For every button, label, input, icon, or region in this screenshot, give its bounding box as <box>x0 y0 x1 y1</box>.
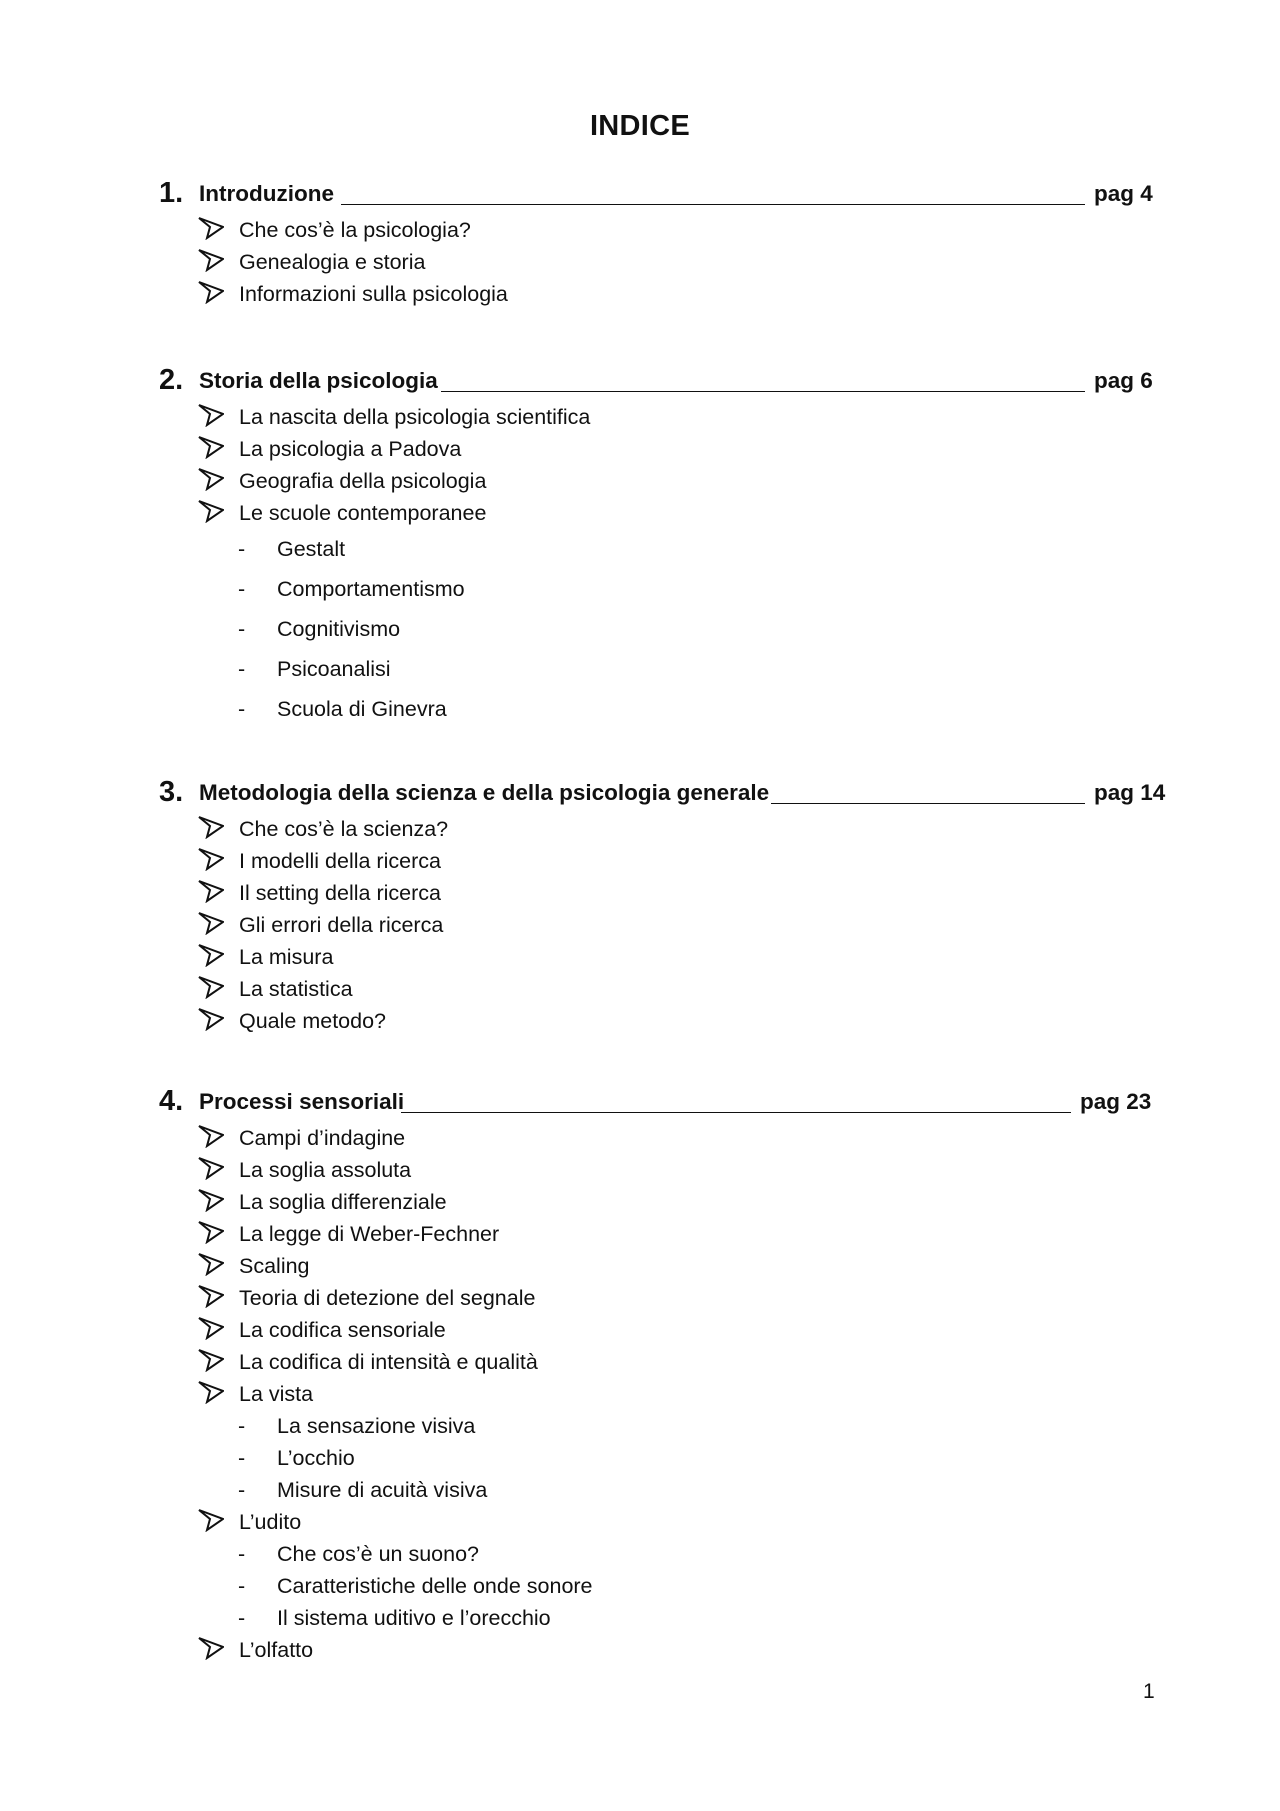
arrow-bullet-icon <box>198 847 224 871</box>
sub-item-label: Il sistema uditivo e l’orecchio <box>277 1606 551 1630</box>
dot-leader <box>401 1092 1071 1113</box>
list-item <box>0 401 1280 433</box>
arrow-bullet-icon <box>198 943 224 967</box>
arrow-bullet-icon <box>198 1188 224 1212</box>
sub-item <box>0 569 1280 609</box>
toc-section <box>0 1082 1280 1666</box>
arrow-bullet-icon <box>198 435 224 459</box>
sub-item <box>0 609 1280 649</box>
list-item <box>0 1218 1280 1250</box>
dash-bullet: - <box>238 657 246 681</box>
arrow-bullet-icon <box>198 467 224 491</box>
page-number: 1 <box>1143 1680 1155 1703</box>
sub-item <box>0 1474 1280 1506</box>
item-label: Le scuole contemporanee <box>239 501 487 525</box>
arrow-bullet-icon <box>198 975 224 999</box>
arrow-bullet-icon <box>198 815 224 839</box>
toc-heading <box>0 773 1280 813</box>
list-item <box>0 1005 1280 1037</box>
section-number: 4. <box>159 1085 184 1117</box>
sub-item-label: Psicoanalisi <box>277 657 391 681</box>
list-item <box>0 845 1280 877</box>
item-label: Scaling <box>239 1254 310 1278</box>
dash-bullet: - <box>238 1542 246 1566</box>
sub-item <box>0 1570 1280 1602</box>
sub-item-label: Misure di acuità visiva <box>277 1478 488 1502</box>
list-item <box>0 1250 1280 1282</box>
list-item <box>0 1282 1280 1314</box>
section-title: Metodologia della scienza e della psicologia generale <box>199 780 770 805</box>
item-label: Genealogia e storia <box>239 250 426 274</box>
arrow-bullet-icon <box>198 1156 224 1180</box>
sub-item <box>0 529 1280 569</box>
item-label: La psicologia a Padova <box>239 437 462 461</box>
item-label: L’olfatto <box>239 1638 314 1662</box>
item-label: La misura <box>239 945 334 969</box>
list-item <box>0 1506 1280 1538</box>
arrow-bullet-icon <box>198 911 224 935</box>
dash-bullet: - <box>238 1414 246 1438</box>
dot-leader <box>441 371 1085 392</box>
toc-section <box>0 361 1280 729</box>
arrow-bullet-icon <box>198 1252 224 1276</box>
dash-bullet: - <box>238 1574 246 1598</box>
section-title: Introduzione <box>199 181 334 206</box>
section-number: 1. <box>159 177 184 209</box>
arrow-bullet-icon <box>198 879 224 903</box>
arrow-bullet-icon <box>198 280 224 304</box>
arrow-bullet-icon <box>198 1380 224 1404</box>
toc-item-list <box>0 1122 1280 1666</box>
sub-item <box>0 1538 1280 1570</box>
sub-item-label: Comportamentismo <box>277 577 465 601</box>
list-item <box>0 214 1280 246</box>
dash-bullet: - <box>238 1478 246 1502</box>
arrow-bullet-icon <box>198 403 224 427</box>
page-title: INDICE <box>589 110 691 142</box>
item-label: Campi d’indagine <box>239 1126 406 1150</box>
item-label: Teoria di detezione del segnale <box>239 1286 536 1310</box>
list-item <box>0 813 1280 845</box>
page-reference: pag 6 <box>1094 368 1153 393</box>
sub-item-label: Che cos’è un suono? <box>277 1542 480 1566</box>
item-label: La soglia assoluta <box>239 1158 412 1182</box>
item-label: Gli errori della ricerca <box>239 913 444 937</box>
sub-item-label: Scuola di Ginevra <box>277 697 447 721</box>
arrow-bullet-icon <box>198 248 224 272</box>
arrow-bullet-icon <box>198 499 224 523</box>
dash-bullet: - <box>238 617 246 641</box>
section-number: 3. <box>159 776 184 808</box>
list-item <box>0 909 1280 941</box>
item-label: La codifica sensoriale <box>239 1318 446 1342</box>
item-label: La legge di Weber-Fechner <box>239 1222 500 1246</box>
toc-item-list <box>0 813 1280 1037</box>
arrow-bullet-icon <box>198 1636 224 1660</box>
sub-item-label: L’occhio <box>277 1446 355 1470</box>
toc-section <box>0 174 1280 310</box>
list-item <box>0 465 1280 497</box>
sub-item <box>0 1602 1280 1634</box>
item-label: La vista <box>239 1382 314 1406</box>
item-label: I modelli della ricerca <box>239 849 441 873</box>
item-label: Che cos’è la scienza? <box>239 817 449 841</box>
toc-section <box>0 773 1280 1037</box>
list-item <box>0 973 1280 1005</box>
arrow-bullet-icon <box>198 1220 224 1244</box>
list-item <box>0 246 1280 278</box>
arrow-bullet-icon <box>198 216 224 240</box>
toc-heading <box>0 1082 1280 1122</box>
toc-heading <box>0 361 1280 401</box>
toc-heading <box>0 174 1280 214</box>
item-label: L’udito <box>239 1510 302 1534</box>
sub-item <box>0 1442 1280 1474</box>
sub-item <box>0 689 1280 729</box>
list-item <box>0 433 1280 465</box>
item-label: Informazioni sulla psicologia <box>239 282 508 306</box>
list-item <box>0 1154 1280 1186</box>
sub-item-label: Gestalt <box>277 537 346 561</box>
arrow-bullet-icon <box>198 1124 224 1148</box>
item-label: Geografia della psicologia <box>239 469 487 493</box>
dash-bullet: - <box>238 697 246 721</box>
sub-item <box>0 649 1280 689</box>
arrow-bullet-icon <box>198 1348 224 1372</box>
item-label: La soglia differenziale <box>239 1190 447 1214</box>
arrow-bullet-icon <box>198 1508 224 1532</box>
list-item <box>0 941 1280 973</box>
dash-bullet: - <box>238 537 246 561</box>
sub-item-label: Cognitivismo <box>277 617 401 641</box>
dash-bullet: - <box>238 577 246 601</box>
list-item <box>0 497 1280 529</box>
section-title: Storia della psicologia <box>199 368 438 393</box>
dot-leader <box>771 783 1085 804</box>
list-item <box>0 1314 1280 1346</box>
dot-leader <box>341 184 1085 205</box>
list-item <box>0 1346 1280 1378</box>
sub-item-label: Caratteristiche delle onde sonore <box>277 1574 593 1598</box>
item-label: Quale metodo? <box>239 1009 387 1033</box>
list-item <box>0 278 1280 310</box>
toc-item-list <box>0 401 1280 729</box>
list-item <box>0 877 1280 909</box>
list-item <box>0 1186 1280 1218</box>
list-item <box>0 1634 1280 1666</box>
arrow-bullet-icon <box>198 1316 224 1340</box>
item-label: Il setting della ricerca <box>239 881 441 905</box>
item-label: La statistica <box>239 977 353 1001</box>
arrow-bullet-icon <box>198 1007 224 1031</box>
section-number: 2. <box>159 364 184 396</box>
item-label: La nascita della psicologia scientifica <box>239 405 591 429</box>
arrow-bullet-icon <box>198 1284 224 1308</box>
item-label: Che cos’è la psicologia? <box>239 218 471 242</box>
dash-bullet: - <box>238 1606 246 1630</box>
page-reference: pag 23 <box>1080 1089 1152 1114</box>
sub-item <box>0 1410 1280 1442</box>
item-label: La codifica di intensità e qualità <box>239 1350 538 1374</box>
toc-item-list <box>0 214 1280 310</box>
page-reference: pag 14 <box>1094 780 1166 805</box>
section-title: Processi sensoriali <box>199 1089 405 1114</box>
list-item <box>0 1122 1280 1154</box>
page-reference: pag 4 <box>1094 181 1153 206</box>
sub-item-label: La sensazione visiva <box>277 1414 476 1438</box>
dash-bullet: - <box>238 1446 246 1470</box>
list-item <box>0 1378 1280 1410</box>
